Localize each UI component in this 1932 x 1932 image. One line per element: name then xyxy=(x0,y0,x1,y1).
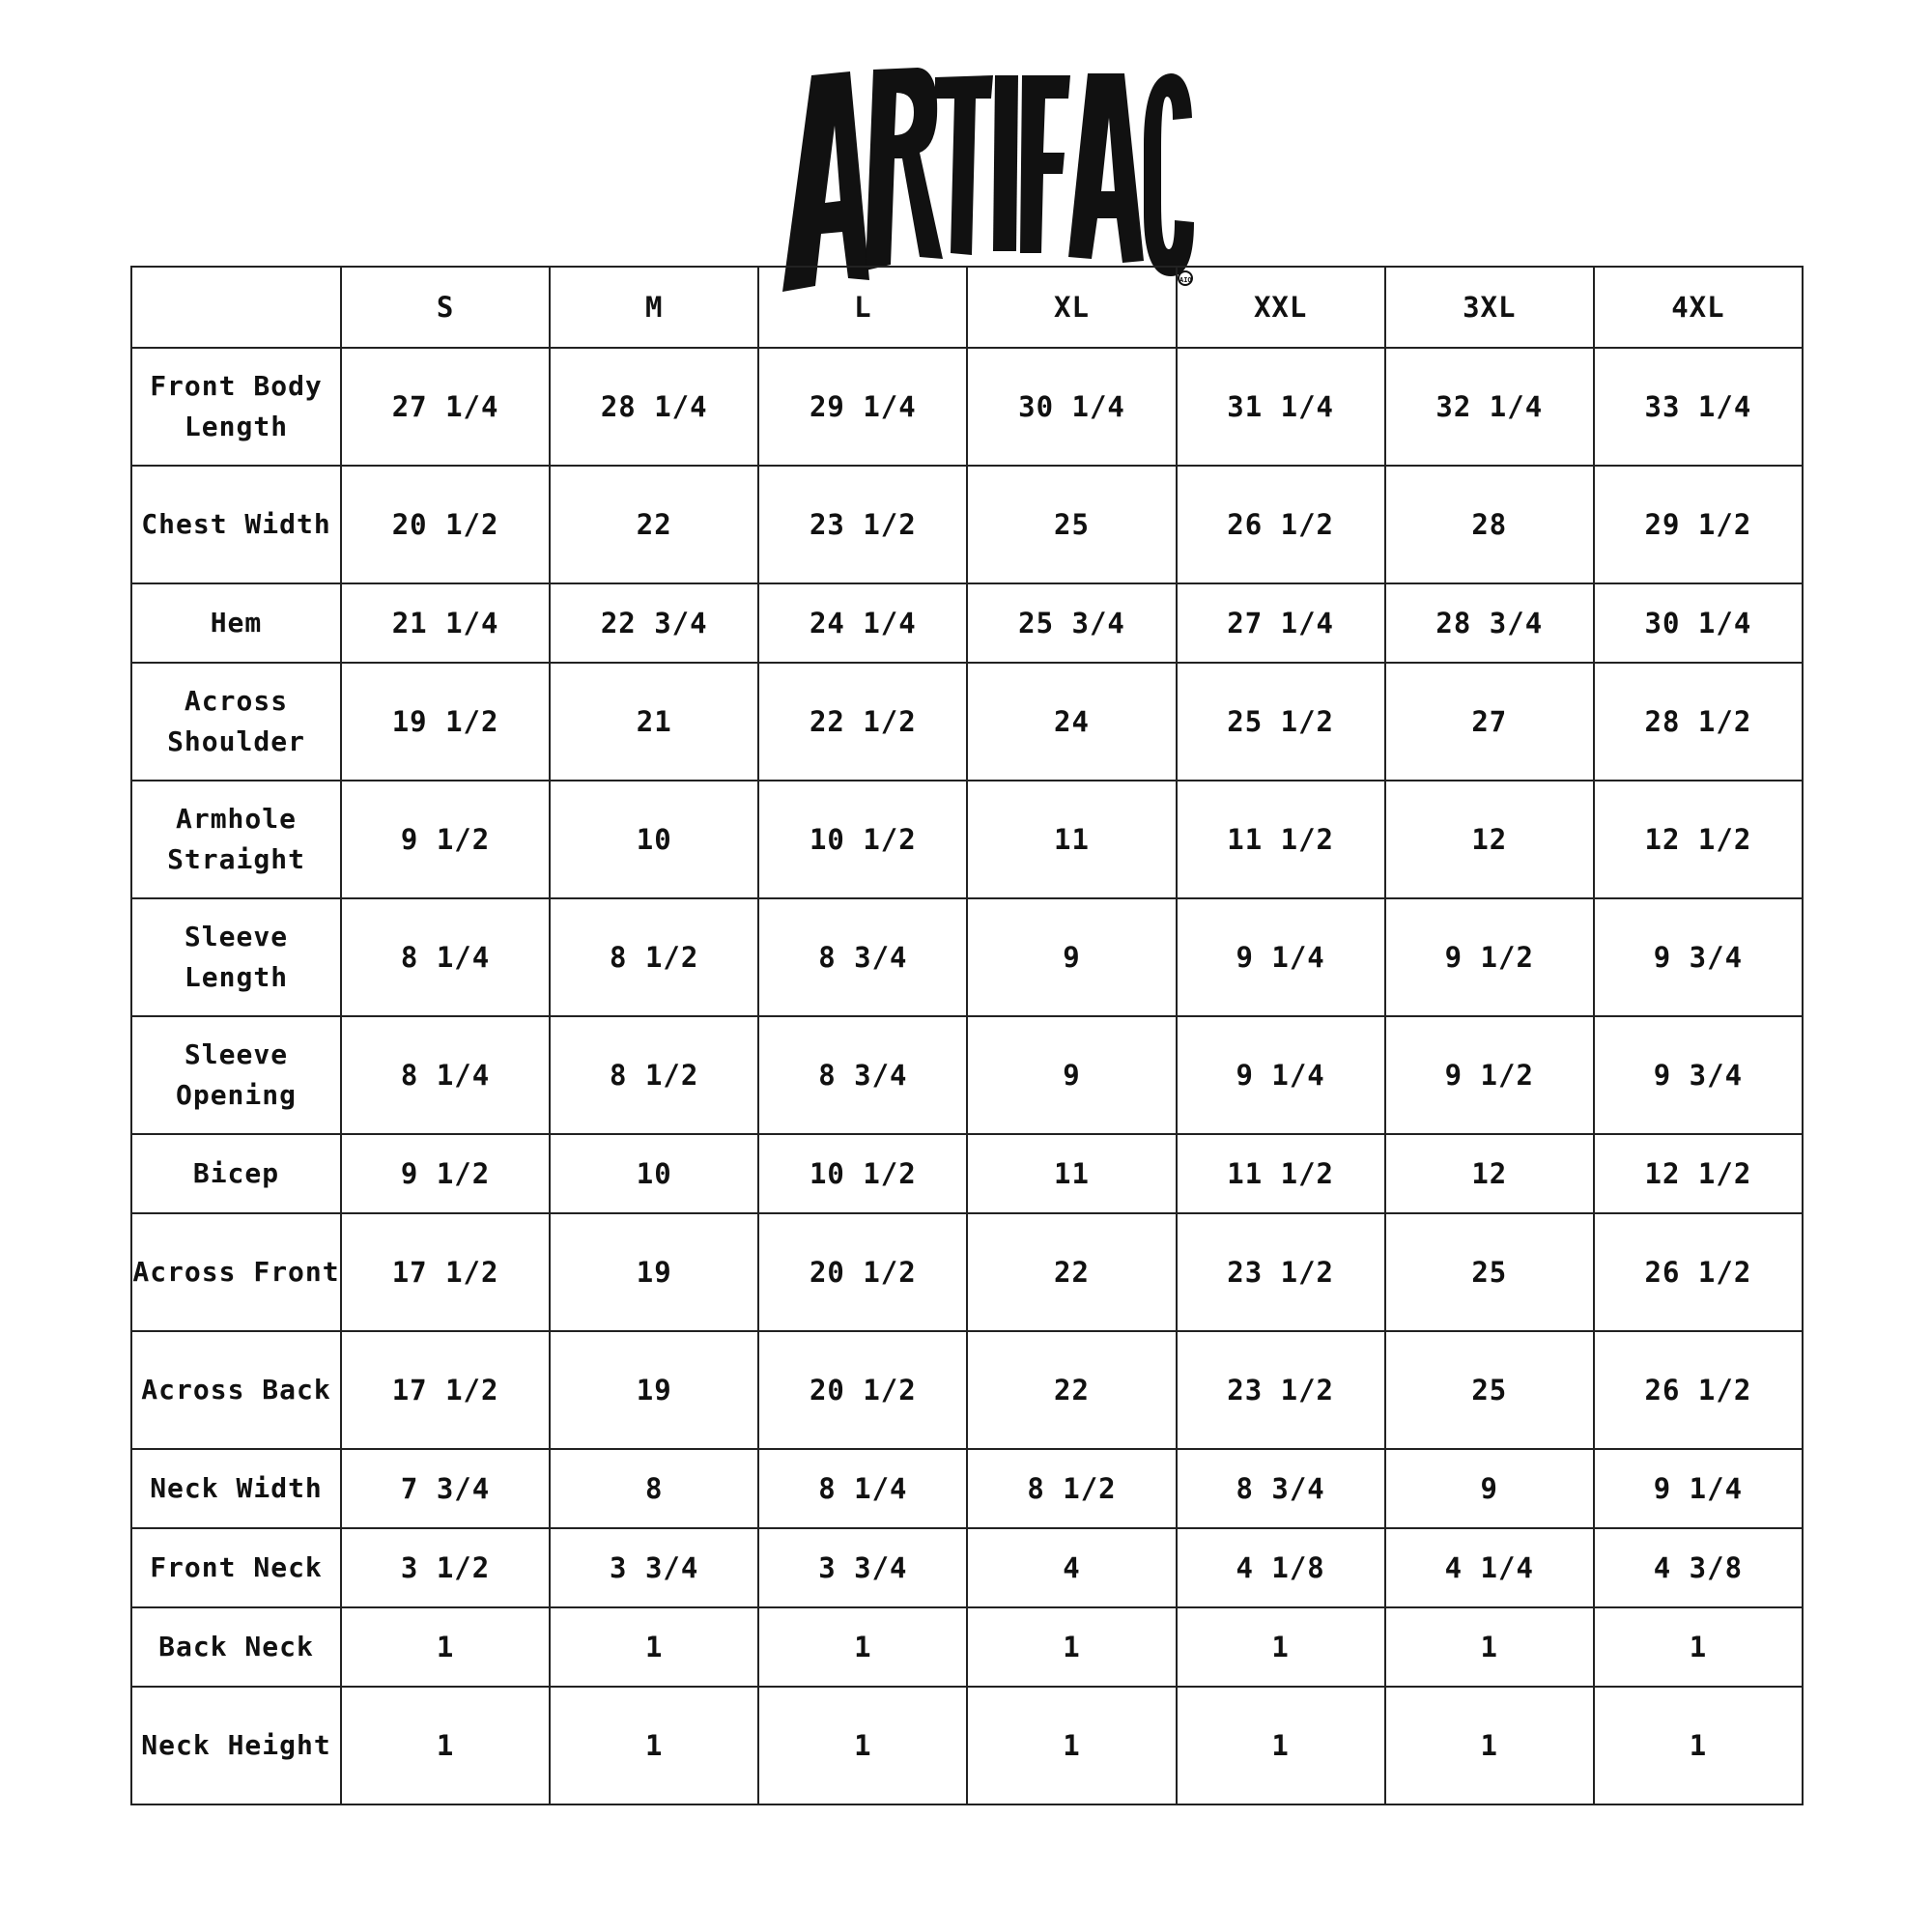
measurement-value: 25 3/4 xyxy=(967,583,1176,663)
measurement-value: 1 xyxy=(1385,1687,1594,1804)
table-row xyxy=(131,348,1803,466)
measurement-value: 1 xyxy=(550,1607,758,1687)
measurement-value: 8 1/4 xyxy=(758,1449,967,1528)
size-chart-table xyxy=(130,266,1804,1805)
measurement-value: 31 1/4 xyxy=(1177,348,1385,466)
measurement-value: 17 1/2 xyxy=(341,1213,550,1331)
measurement-value: 1 xyxy=(967,1607,1176,1687)
measurement-value: 8 3/4 xyxy=(1177,1449,1385,1528)
table-row xyxy=(131,1687,1803,1804)
measurement-value: 4 1/8 xyxy=(1177,1528,1385,1607)
measurement-value: 1 xyxy=(1594,1687,1803,1804)
table-row xyxy=(131,1016,1803,1134)
measurement-value: 10 xyxy=(550,1134,758,1213)
measurement-value: 25 xyxy=(967,466,1176,583)
measurement-value: 3 1/2 xyxy=(341,1528,550,1607)
measurement-value: 1 xyxy=(1177,1607,1385,1687)
measurement-value: 9 xyxy=(1385,1449,1594,1528)
measurement-label: Front Body Length xyxy=(131,348,341,466)
measurement-value: 32 1/4 xyxy=(1385,348,1594,466)
measurement-value: 1 xyxy=(550,1687,758,1804)
measurement-value: 4 3/8 xyxy=(1594,1528,1803,1607)
measurement-value: 1 xyxy=(341,1607,550,1687)
measurement-value: 22 1/2 xyxy=(758,663,967,781)
measurement-value: 1 xyxy=(1594,1607,1803,1687)
table-row xyxy=(131,663,1803,781)
measurement-label: Sleeve Length xyxy=(131,898,341,1016)
measurement-value: 8 1/4 xyxy=(341,898,550,1016)
measurement-value: 29 1/2 xyxy=(1594,466,1803,583)
measurement-value: 24 1/4 xyxy=(758,583,967,663)
measurement-value: 30 1/4 xyxy=(967,348,1176,466)
measurement-value: 8 xyxy=(550,1449,758,1528)
measurement-label: Front Neck xyxy=(131,1528,341,1607)
measurement-value: 9 xyxy=(967,1016,1176,1134)
measurement-value: 23 1/2 xyxy=(758,466,967,583)
measurement-value: 7 3/4 xyxy=(341,1449,550,1528)
measurement-value: 11 1/2 xyxy=(1177,1134,1385,1213)
measurement-value: 1 xyxy=(1385,1607,1594,1687)
size-header: 4XL xyxy=(1594,267,1803,348)
measurement-value: 1 xyxy=(758,1607,967,1687)
table-row xyxy=(131,1449,1803,1528)
measurement-value: 22 xyxy=(550,466,758,583)
measurement-value: 21 1/4 xyxy=(341,583,550,663)
size-header: L xyxy=(758,267,967,348)
measurement-value: 9 1/4 xyxy=(1177,1016,1385,1134)
size-header: XXL xyxy=(1177,267,1385,348)
table-row xyxy=(131,781,1803,898)
measurement-value: 8 1/2 xyxy=(550,898,758,1016)
measurement-value: 33 1/4 xyxy=(1594,348,1803,466)
table-row xyxy=(131,1134,1803,1213)
measurement-value: 26 1/2 xyxy=(1177,466,1385,583)
measurement-value: 4 1/4 xyxy=(1385,1528,1594,1607)
size-header: S xyxy=(341,267,550,348)
brand-logo xyxy=(773,58,1198,299)
measurement-value: 28 1/2 xyxy=(1594,663,1803,781)
measurement-value: 28 1/4 xyxy=(550,348,758,466)
measurement-value: 17 1/2 xyxy=(341,1331,550,1449)
measurement-value: 24 xyxy=(967,663,1176,781)
corner-cell xyxy=(131,267,341,348)
measurement-label: Armhole Straight xyxy=(131,781,341,898)
measurement-label: Hem xyxy=(131,583,341,663)
measurement-value: 11 xyxy=(967,781,1176,898)
measurement-value: 20 1/2 xyxy=(341,466,550,583)
measurement-label: Bicep xyxy=(131,1134,341,1213)
measurement-label: Across Back xyxy=(131,1331,341,1449)
measurement-value: 23 1/2 xyxy=(1177,1331,1385,1449)
measurement-value: 28 xyxy=(1385,466,1594,583)
measurement-label: Across Shoulder xyxy=(131,663,341,781)
measurement-label: Chest Width xyxy=(131,466,341,583)
measurement-value: 9 1/4 xyxy=(1594,1449,1803,1528)
measurement-value: 4 xyxy=(967,1528,1176,1607)
measurement-value: 9 1/2 xyxy=(341,1134,550,1213)
measurement-value: 28 3/4 xyxy=(1385,583,1594,663)
measurement-value: 10 xyxy=(550,781,758,898)
measurement-value: 25 xyxy=(1385,1331,1594,1449)
measurement-value: 21 xyxy=(550,663,758,781)
size-header-row xyxy=(131,267,1803,348)
measurement-value: 1 xyxy=(1177,1687,1385,1804)
measurement-value: 20 1/2 xyxy=(758,1213,967,1331)
measurement-value: 8 1/4 xyxy=(341,1016,550,1134)
measurement-value: 12 xyxy=(1385,1134,1594,1213)
measurement-value: 25 xyxy=(1385,1213,1594,1331)
measurement-value: 12 1/2 xyxy=(1594,781,1803,898)
measurement-value: 9 1/2 xyxy=(1385,898,1594,1016)
measurement-value: 9 1/4 xyxy=(1177,898,1385,1016)
size-header: M xyxy=(550,267,758,348)
measurement-value: 25 1/2 xyxy=(1177,663,1385,781)
table-row xyxy=(131,466,1803,583)
size-chart-body xyxy=(131,348,1803,1804)
measurement-value: 26 1/2 xyxy=(1594,1331,1803,1449)
measurement-value: 19 xyxy=(550,1331,758,1449)
measurement-value: 1 xyxy=(967,1687,1176,1804)
measurement-value: 11 1/2 xyxy=(1177,781,1385,898)
measurement-value: 1 xyxy=(758,1687,967,1804)
measurement-value: 30 1/4 xyxy=(1594,583,1803,663)
measurement-label: Sleeve Opening xyxy=(131,1016,341,1134)
table-row xyxy=(131,898,1803,1016)
measurement-value: 27 1/4 xyxy=(341,348,550,466)
measurement-value: 8 3/4 xyxy=(758,898,967,1016)
table-row xyxy=(131,1607,1803,1687)
registered-mark-icon: AIO xyxy=(1178,270,1193,286)
measurement-value: 8 1/2 xyxy=(967,1449,1176,1528)
measurement-value: 9 1/2 xyxy=(341,781,550,898)
measurement-value: 8 3/4 xyxy=(758,1016,967,1134)
measurement-label: Neck Height xyxy=(131,1687,341,1804)
measurement-value: 11 xyxy=(967,1134,1176,1213)
measurement-value: 12 xyxy=(1385,781,1594,898)
measurement-value: 23 1/2 xyxy=(1177,1213,1385,1331)
table-row xyxy=(131,1331,1803,1449)
size-header: 3XL xyxy=(1385,267,1594,348)
table-row xyxy=(131,1213,1803,1331)
measurement-value: 8 1/2 xyxy=(550,1016,758,1134)
measurement-value: 27 xyxy=(1385,663,1594,781)
measurement-value: 3 3/4 xyxy=(758,1528,967,1607)
measurement-value: 19 xyxy=(550,1213,758,1331)
measurement-value: 29 1/4 xyxy=(758,348,967,466)
measurement-value: 27 1/4 xyxy=(1177,583,1385,663)
table-row xyxy=(131,1528,1803,1607)
measurement-value: 22 xyxy=(967,1213,1176,1331)
measurement-value: 3 3/4 xyxy=(550,1528,758,1607)
measurement-value: 22 xyxy=(967,1331,1176,1449)
measurement-value: 9 1/2 xyxy=(1385,1016,1594,1134)
table-row xyxy=(131,583,1803,663)
measurement-label: Across Front xyxy=(131,1213,341,1331)
size-header: XL xyxy=(967,267,1176,348)
measurement-label: Neck Width xyxy=(131,1449,341,1528)
measurement-value: 10 1/2 xyxy=(758,781,967,898)
measurement-value: 9 3/4 xyxy=(1594,898,1803,1016)
measurement-value: 20 1/2 xyxy=(758,1331,967,1449)
measurement-value: 9 3/4 xyxy=(1594,1016,1803,1134)
measurement-value: 19 1/2 xyxy=(341,663,550,781)
measurement-value: 22 3/4 xyxy=(550,583,758,663)
measurement-value: 26 1/2 xyxy=(1594,1213,1803,1331)
measurement-value: 1 xyxy=(341,1687,550,1804)
measurement-value: 9 xyxy=(967,898,1176,1016)
measurement-value: 12 1/2 xyxy=(1594,1134,1803,1213)
measurement-value: 10 1/2 xyxy=(758,1134,967,1213)
measurement-label: Back Neck xyxy=(131,1607,341,1687)
